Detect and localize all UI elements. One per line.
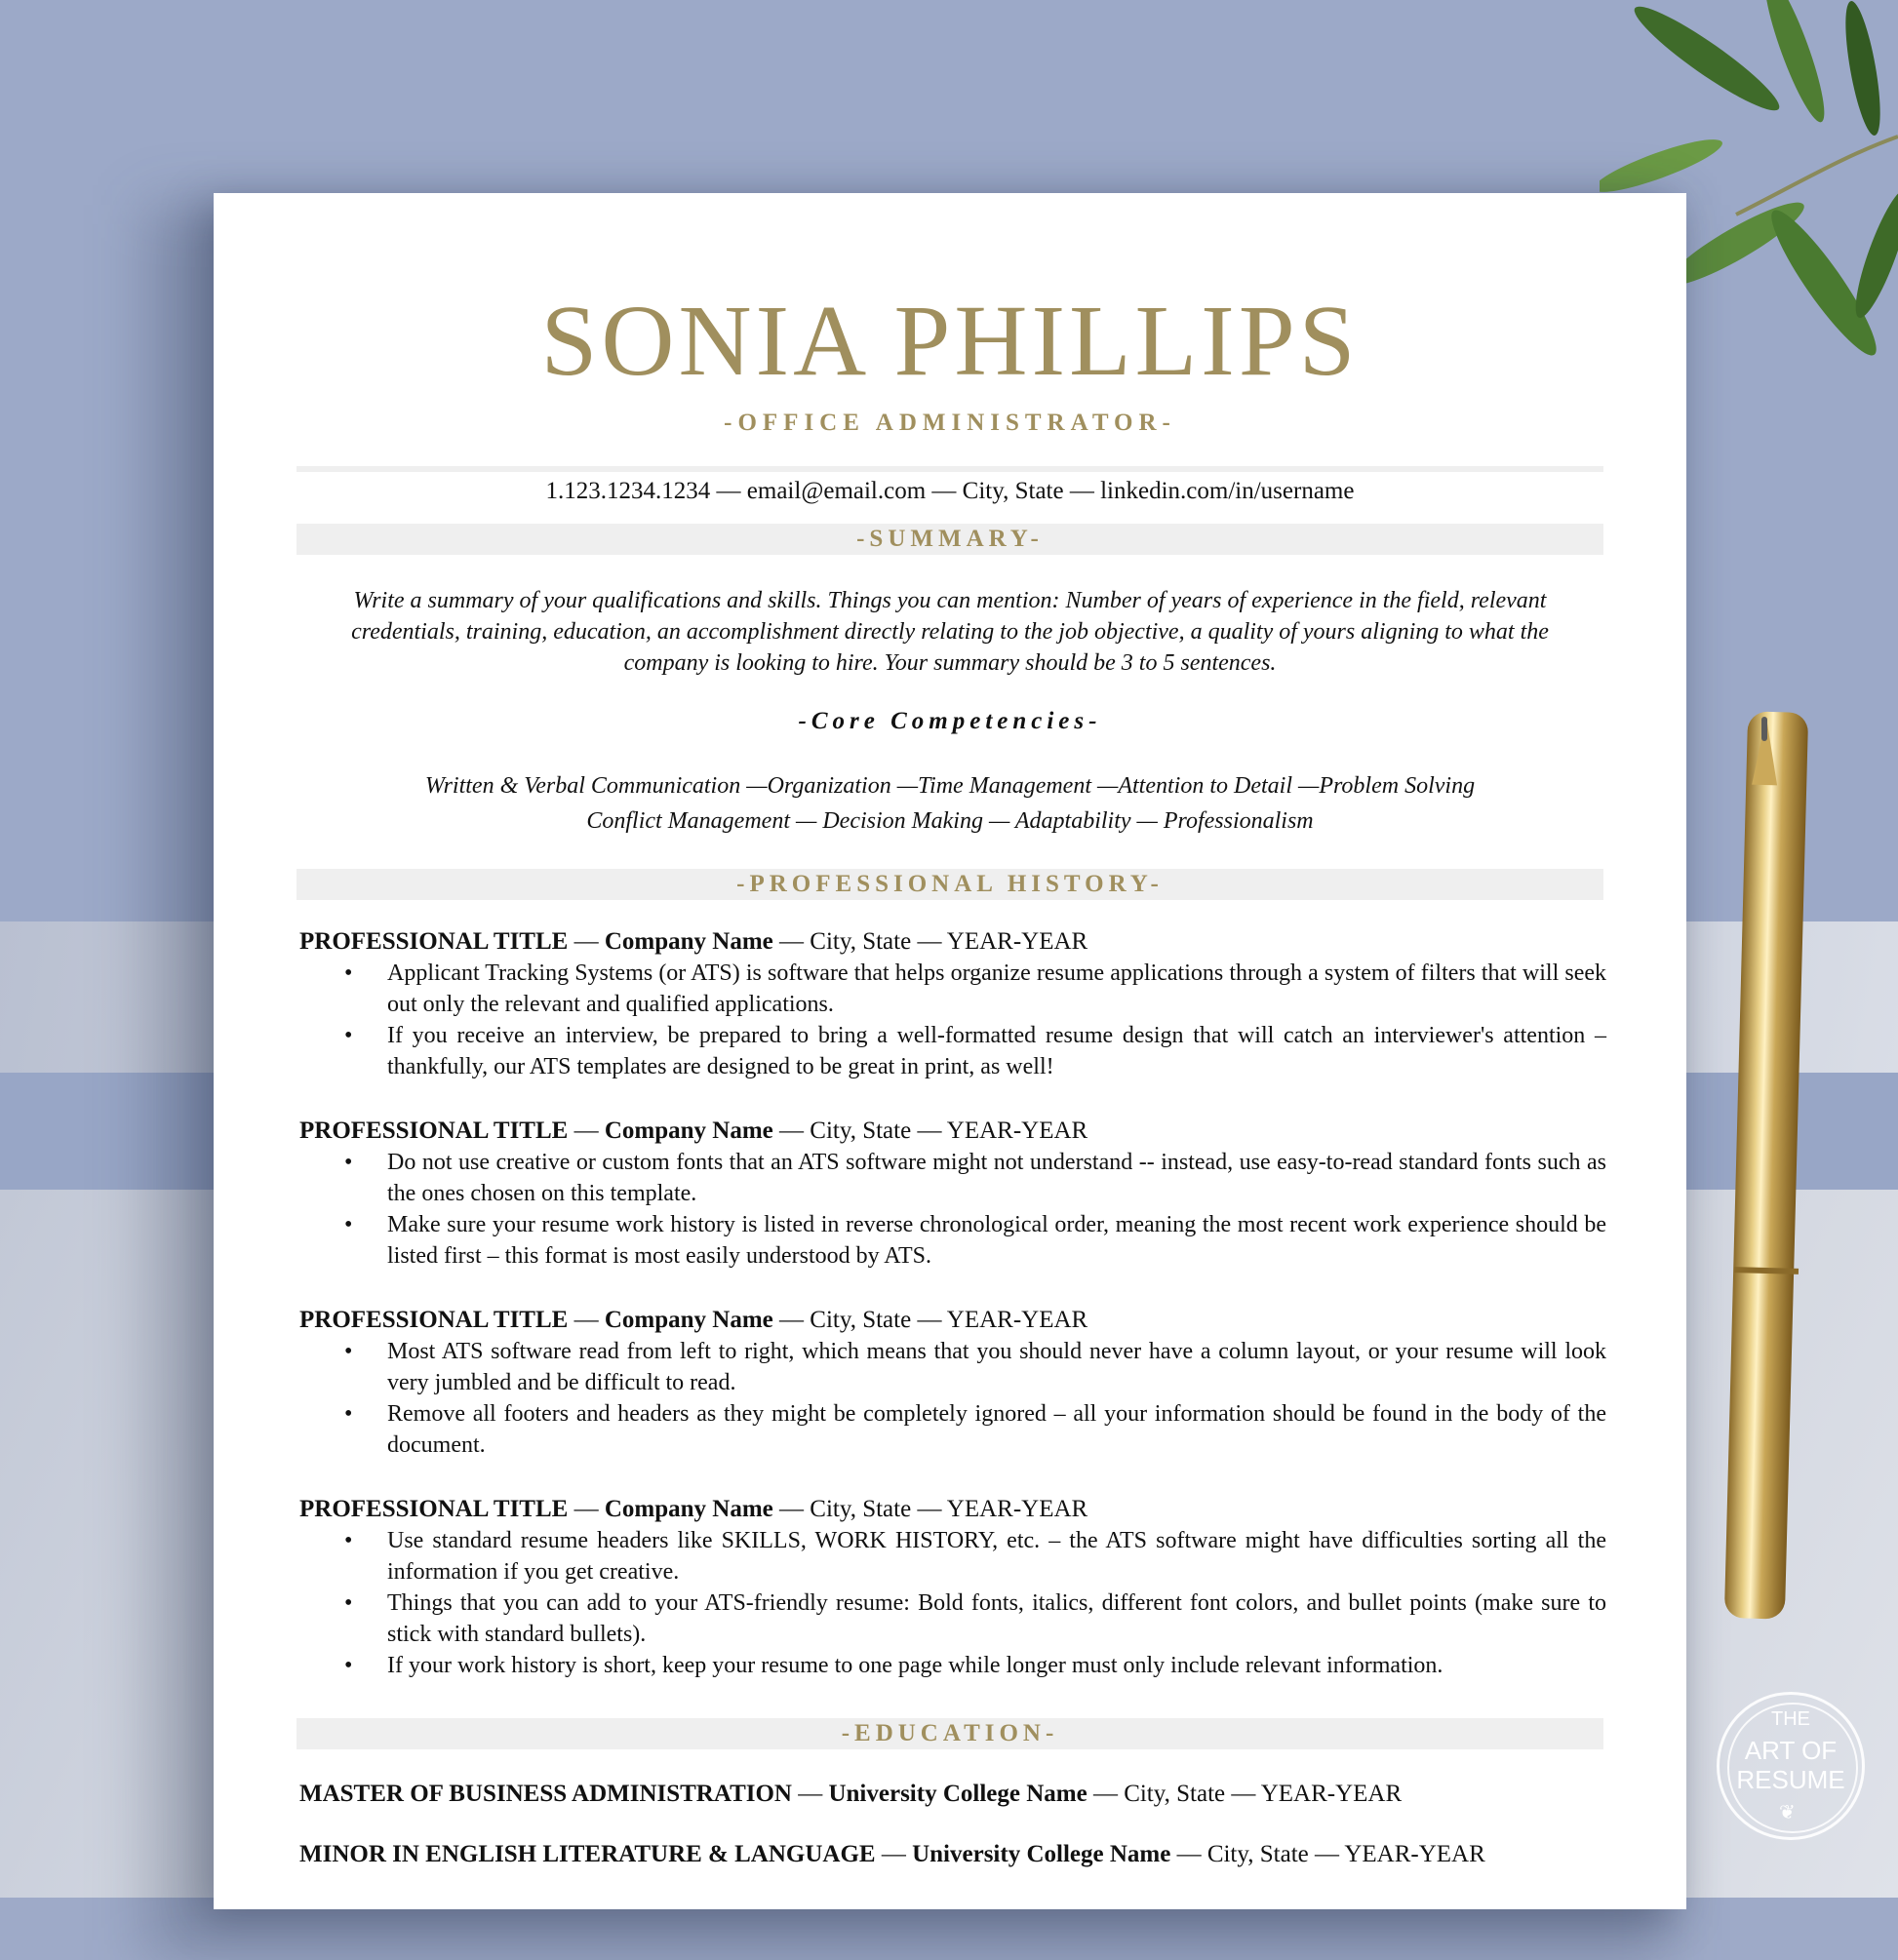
education-entry-2 (299, 1839, 1606, 1870)
dash: — (779, 928, 805, 955)
dash: — (779, 1496, 805, 1522)
job-entry-2 (299, 1116, 1606, 1272)
job-bullet: • Remove all footers and headers as they might be completely ignored – all your information should be found in the body of the document. (387, 1398, 1606, 1461)
job-entry-4 (299, 1494, 1606, 1681)
job-entry-3 (299, 1305, 1606, 1461)
job-bullets (299, 958, 1606, 1082)
dash: — (1092, 1781, 1118, 1807)
job-bullet: • Make sure your resume work history is listed in reverse chronological order, meaning the most recent work experience should be listed first – this format is most easily understood by ATS. (387, 1209, 1606, 1272)
school-name: University College Name (828, 1781, 1087, 1807)
degree: MINOR IN ENGLISH LITERATURE & LANGUAGE (299, 1841, 876, 1867)
job-bullets (299, 1147, 1606, 1272)
job-heading (299, 1305, 1606, 1336)
dash: — (779, 1117, 805, 1144)
job-bullet: • Use standard resume headers like SKILLS, WORK HISTORY, etc. – the ATS software might have difficulties sorting all the information if you get creative. (387, 1525, 1606, 1588)
summary-text: Write a summary of your qualifications and skills. Things you can mention: Number of years of experience in the field, relevant credentials, training, education, an accomplishment directly relating to the job objective, a quality of yours aligning to what the company is looking to hire. Your summary should be 3 to 5 sentences. (351, 588, 1549, 676)
dash: — (573, 928, 599, 955)
pen-point (1761, 717, 1767, 741)
company-name: Company Name (604, 1307, 773, 1333)
job-location-years: City, State — YEAR-YEAR (810, 1307, 1088, 1333)
education-location-years: City, State — YEAR-YEAR (1206, 1841, 1485, 1867)
contact-line: 1.123.1234.1234 — email@email.com — City, State — linkedin.com/in/username (545, 478, 1355, 504)
core-competencies (306, 768, 1594, 839)
job-bullet: • Do not use creative or custom fonts that an ATS software might not understand -- instead, use easy-to-read standard fonts such as the ones chosen on this template. (387, 1147, 1606, 1209)
job-title: PROFESSIONAL TITLE (299, 928, 569, 955)
company-name: Company Name (604, 1496, 773, 1522)
job-location-years: City, State — YEAR-YEAR (810, 1496, 1088, 1522)
job-bullet: • Things that you can add to your ATS-friendly resume: Bold fonts, italics, different font colors, and bullet points (make sure to stick with standard bullets). (387, 1588, 1606, 1650)
job-heading (299, 1116, 1606, 1147)
core-competencies-header: -Core Competencies- (798, 708, 1102, 734)
job-entry-1 (299, 926, 1606, 1082)
leaf-icon: ❦ (1779, 1802, 1796, 1823)
resume-page (214, 193, 1686, 1909)
brand-logo (1717, 1692, 1865, 1840)
dash: — (798, 1781, 823, 1807)
job-title: PROFESSIONAL TITLE (299, 1117, 569, 1144)
job-bullet: • Most ATS software read from left to right, which means that you should never have a column layout, or your resume will look very jumbled and be difficult to read. (387, 1336, 1606, 1398)
school-name: University College Name (912, 1841, 1171, 1867)
job-heading (299, 1494, 1606, 1525)
job-heading (299, 926, 1606, 958)
dash: — (573, 1496, 599, 1522)
education-location-years: City, State — YEAR-YEAR (1124, 1781, 1403, 1807)
education-entry-1 (299, 1779, 1606, 1810)
history-header: -PROFESSIONAL HISTORY- (297, 869, 1603, 900)
logo-line-3: RESUME (1736, 1765, 1845, 1794)
summary-header: -SUMMARY- (297, 524, 1603, 555)
job-bullet: • If your work history is short, keep your resume to one page while longer must only include relevant information. (387, 1650, 1606, 1681)
job-bullet: • Applicant Tracking Systems (or ATS) is software that helps organize resume applications through a system of filters that will seek out only the relevant and qualified applications. (387, 958, 1606, 1020)
core-line-2: Conflict Management — Decision Making — Adaptability — Professionalism (586, 808, 1314, 834)
resume-name: SONIA PHILLIPS (540, 285, 1360, 397)
job-bullet: • If you receive an interview, be prepared to bring a well-formatted resume design that will catch an interviewer's attention – thankfully, our ATS templates are designed to be great in print, as well! (387, 1020, 1606, 1082)
job-title: PROFESSIONAL TITLE (299, 1307, 569, 1333)
company-name: Company Name (604, 1117, 773, 1144)
education-header: -EDUCATION- (297, 1718, 1603, 1749)
logo-line-1: THE (1771, 1708, 1810, 1730)
dash: — (881, 1841, 906, 1867)
job-location-years: City, State — YEAR-YEAR (810, 1117, 1088, 1144)
dash: — (573, 1117, 599, 1144)
dash: — (1176, 1841, 1202, 1867)
job-bullets (299, 1525, 1606, 1681)
job-title: PROFESSIONAL TITLE (299, 1496, 569, 1522)
job-location-years: City, State — YEAR-YEAR (810, 928, 1088, 955)
header-divider (297, 466, 1603, 472)
degree: MASTER OF BUSINESS ADMINISTRATION (299, 1781, 792, 1807)
logo-line-2: ART OF (1744, 1736, 1838, 1765)
company-name: Company Name (604, 928, 773, 955)
core-line-1: Written & Verbal Communication —Organization —Time Management —Attention to Detail —Problem Solving (424, 773, 1476, 799)
resume-role: -OFFICE ADMINISTRATOR- (724, 410, 1176, 436)
dash: — (779, 1307, 805, 1333)
job-bullets (299, 1336, 1606, 1461)
dash: — (573, 1307, 599, 1333)
